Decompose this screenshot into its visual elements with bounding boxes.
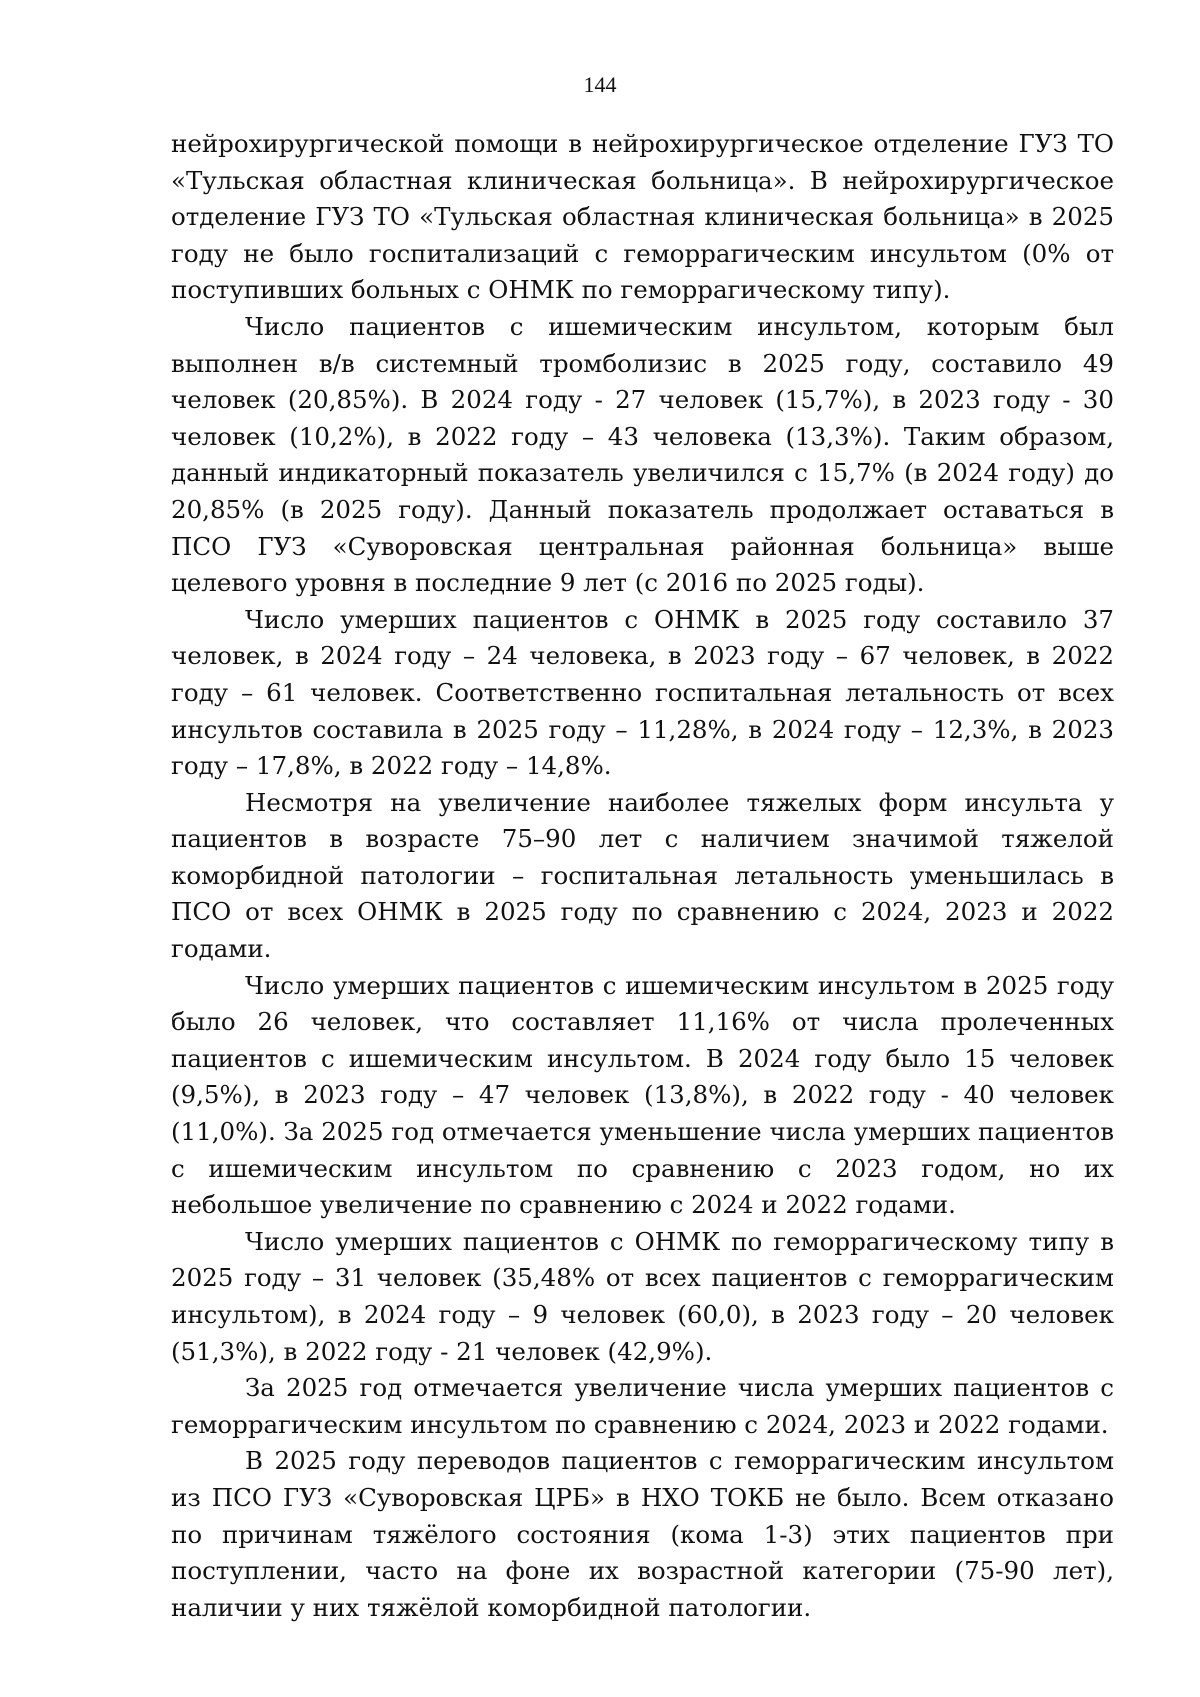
paragraph-hemorrhagic-increase: За 2025 год отмечается увеличение числа умерших пациентов с геморрагическим инсультом по сравнению с 2024, 2023 и 2022 годами. [171, 1373, 1114, 1439]
paragraph-severe-forms: Несмотря на увеличение наиболее тяжелых форм инсульта у пациентов в возрасте 75–90 лет с наличием значимой тяжелой коморбидной патологии – госпитальная летальность уменьшилась в ПСО от всех ОНМК в 2025 году по сравнению с 2024, 2023 и 2022 годами. [171, 787, 1114, 964]
paragraph-continuation: нейрохирургической помощи в нейрохирургическое отделение ГУЗ ТО «Тульская областная клиническая больница». В нейрохирургическое отделение ГУЗ ТО «Тульская областная клиническая больница» в 2025 году не было госпитализаций с геморрагическим инсультом (0% от поступивших больных с ОНМК по геморрагическому типу). [171, 129, 1114, 305]
paragraph-mortality-total: Число умерших пациентов с ОНМК в 2025 году составило 37 человек, в 2024 году – 24 человека, в 2023 году – 67 человек, в 2022 году – 61 человек. Соответственно госпитальная летальность от всех инсультов составила в 2025 году – 11,28%, в 2024 году – 12,3%, в 2023 году – 17,8%, в 2022 году – 14,8%. [171, 604, 1114, 781]
document-body [171, 126, 1114, 1626]
paragraph-hemorrhagic-mortality: Число умерших пациентов с ОНМК по геморрагическому типу в 2025 году – 31 человек (35,48% от всех пациентов с геморрагическим инсультом), в 2024 году – 9 человек (60,0), в 2023 году – 20 человек (51,3%), в 2022 году - 21 человек (42,9%). [171, 1226, 1114, 1366]
paragraph-thrombolysis: Число пациентов с ишемическим инсультом, которым был выполнен в/в системный тромболизис в 2025 году, составило 49 человек (20,85%). В 2024 году - 27 человек (15,7%), в 2023 году - 30 человек (10,2%), в 2022 году – 43 человека (13,3%). Таким образом, данный индикаторный показатель увеличился с 15,7% (в 2024 году) до 20,85% (в 2025 году). Данный показатель продолжает оставаться в ПСО ГУЗ «Суворовская центральная районная больница» выше целевого уровня в последние 9 лет (с 2016 по 2025 годы). [171, 311, 1114, 598]
paragraph-ischemic-mortality: Число умерших пациентов с ишемическим инсультом в 2025 году было 26 человек, что составляет 11,16% от числа пролеченных пациентов с ишемическим инсультом. В 2024 году было 15 человек (9,5%), в 2023 году – 47 человек (13,8%), в 2022 году - 40 человек (11,0%). За 2025 год отмечается уменьшение числа умерших пациентов с ишемическим инсультом по сравнению с 2023 годом, но их небольшое увеличение по сравнению с 2024 и 2022 годами. [171, 970, 1114, 1220]
paragraph-transfers: В 2025 году переводов пациентов с геморрагическим инсультом из ПСО ГУЗ «Суворовская ЦРБ» в НХО ТОКБ не было. Всем отказано по причинам тяжёлого состояния (кома 1-3) этих пациентов при поступлении, часто на фоне их возрастной категории (75-90 лет), наличии у них тяжёлой коморбидной патологии. [171, 1446, 1114, 1622]
page-number: 144 [583, 72, 617, 97]
